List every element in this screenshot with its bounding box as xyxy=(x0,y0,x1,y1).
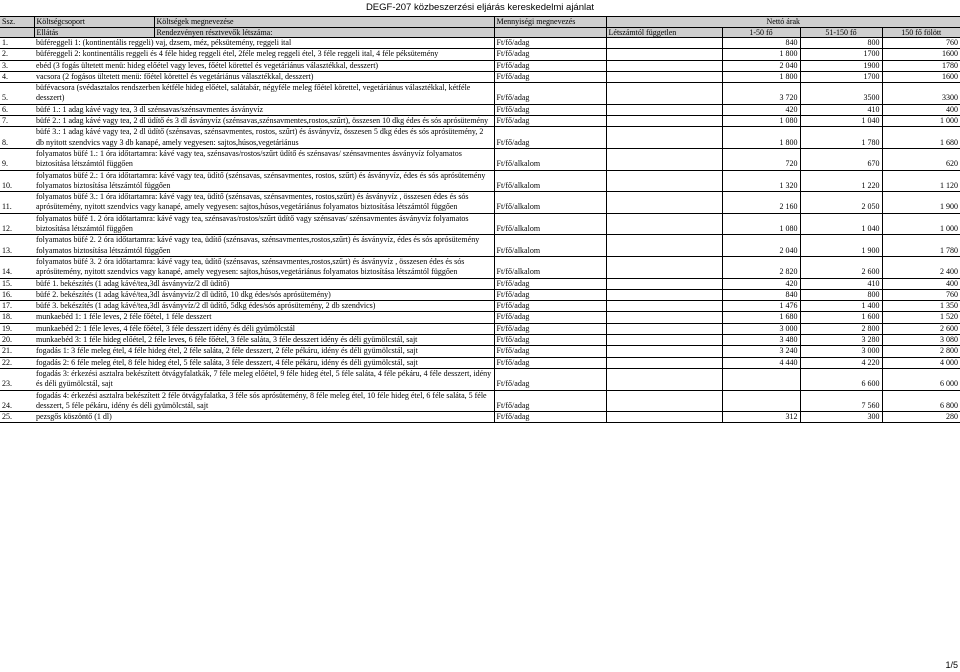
table-row xyxy=(0,301,960,312)
header-empty xyxy=(0,27,34,38)
row-price-150-plus: 3 080 xyxy=(882,335,960,346)
row-description: folyamatos büfé 2.: 1 óra időtartamra: kávé vagy tea, üdítő (szénsavas, szénsavmentes, rostos, szűrt) és ásványvíz, édes és sós aprósütemény folyamatos biztosítása létszámtól függően xyxy=(34,170,494,192)
row-price-1-50: 1 680 xyxy=(722,312,800,323)
table-row xyxy=(0,323,960,334)
row-number: 15. xyxy=(0,278,34,289)
row-fixed-price xyxy=(606,235,722,257)
row-price-51-150: 410 xyxy=(800,104,882,115)
row-number: 25. xyxy=(0,412,34,423)
row-price-51-150: 1 040 xyxy=(800,116,882,127)
row-price-150-plus: 1 780 xyxy=(882,235,960,257)
row-price-150-plus: 1 120 xyxy=(882,170,960,192)
header-ellatas: Ellátás xyxy=(34,27,154,38)
header-netto-arak: Nettó árak xyxy=(606,17,960,28)
row-unit: Ft/fő/adag xyxy=(494,312,606,323)
row-description: folyamatos büfé 2. 2 óra időtartamra: kávé vagy tea, üdítő (szénsavas, szénsavmentes,rostos,szűrt) és ásványvíz, édes és sós aprósütemény folyamatos biztosítása létszámtól függően xyxy=(34,235,494,257)
row-unit: Ft/fő/alkalom xyxy=(494,170,606,192)
row-unit: Ft/fő/alkalom xyxy=(494,148,606,170)
row-number: 19. xyxy=(0,323,34,334)
row-fixed-price xyxy=(606,170,722,192)
row-price-150-plus: 1 520 xyxy=(882,312,960,323)
table-row xyxy=(0,83,960,105)
row-description: büfé 1. bekészítés (1 adag kávé/tea,3dl ásványvíz/2 dl üdítő) xyxy=(34,278,494,289)
row-unit: Ft/fő/adag xyxy=(494,335,606,346)
row-price-1-50: 420 xyxy=(722,104,800,115)
row-description: fogadás 3: érkezési asztalra bekészített ötvágyfalatkák, 7 féle meleg előétel, 9 féle hideg étel, 5 féle saláta, 4 féle pékáru, 4 féle desszert, idény és déli gyümölcstál, sajt xyxy=(34,368,494,390)
row-price-150-plus: 1600 xyxy=(882,71,960,82)
row-description: büféreggeli 1: (kontinentális reggeli) vaj, dzsem, méz, péksütemény, reggeli ital xyxy=(34,38,494,49)
row-number: 17. xyxy=(0,301,34,312)
row-price-1-50: 1 320 xyxy=(722,170,800,192)
row-number: 11. xyxy=(0,192,34,214)
row-price-1-50: 3 720 xyxy=(722,83,800,105)
row-price-1-50: 2 040 xyxy=(722,235,800,257)
row-unit: Ft/fő/alkalom xyxy=(494,192,606,214)
row-price-1-50 xyxy=(722,390,800,412)
header-szsz: Ssz. xyxy=(0,17,34,28)
row-price-1-50 xyxy=(722,368,800,390)
row-number: 20. xyxy=(0,335,34,346)
row-fixed-price xyxy=(606,116,722,127)
row-number: 9. xyxy=(0,148,34,170)
row-unit: Ft/fő/alkalom xyxy=(494,256,606,278)
row-unit: Ft/fő/alkalom xyxy=(494,235,606,257)
row-price-150-plus: 760 xyxy=(882,289,960,300)
row-number: 4. xyxy=(0,71,34,82)
table-row xyxy=(0,357,960,368)
row-unit: Ft/fő/alkalom xyxy=(494,213,606,235)
row-fixed-price xyxy=(606,83,722,105)
row-description: munkaebéd 1: 1 féle leves, 2 féle főétel, 1 féle desszert xyxy=(34,312,494,323)
row-price-51-150: 4 220 xyxy=(800,357,882,368)
row-price-51-150: 2 050 xyxy=(800,192,882,214)
row-price-1-50: 1 476 xyxy=(722,301,800,312)
row-price-1-50: 1 800 xyxy=(722,127,800,149)
row-price-150-plus: 1780 xyxy=(882,60,960,71)
row-price-51-150: 3 000 xyxy=(800,346,882,357)
table-row xyxy=(0,104,960,115)
row-price-51-150: 1 040 xyxy=(800,213,882,235)
table-row xyxy=(0,127,960,149)
row-price-51-150: 800 xyxy=(800,289,882,300)
row-price-150-plus: 1 000 xyxy=(882,213,960,235)
row-unit: Ft/fő/adag xyxy=(494,323,606,334)
row-fixed-price xyxy=(606,104,722,115)
row-price-1-50: 2 040 xyxy=(722,60,800,71)
row-number: 6. xyxy=(0,104,34,115)
row-price-1-50: 2 820 xyxy=(722,256,800,278)
row-unit: Ft/fő/adag xyxy=(494,104,606,115)
row-price-150-plus: 1 000 xyxy=(882,116,960,127)
row-number: 8. xyxy=(0,127,34,149)
row-price-150-plus: 2 400 xyxy=(882,256,960,278)
row-description: pezsgős köszöntő (1 dl) xyxy=(34,412,494,423)
row-price-51-150: 2 800 xyxy=(800,323,882,334)
row-description: büfé 3.: 1 adag kávé vagy tea, 2 dl üdítő (szénsavas, szénsavmentes, rostos, szűrt) és ásványvíz, összesen 5 dkg édes és sós aprósütemény, 2 db nyitott szendvics vagy 3 db kanapé, amely vegyesen: sajtos,húsos,vegetáriánus xyxy=(34,127,494,149)
row-unit: Ft/fő/adag xyxy=(494,390,606,412)
row-price-150-plus: 1 680 xyxy=(882,127,960,149)
table-row xyxy=(0,256,960,278)
row-fixed-price xyxy=(606,60,722,71)
row-price-51-150: 1900 xyxy=(800,60,882,71)
row-fixed-price xyxy=(606,256,722,278)
row-fixed-price xyxy=(606,71,722,82)
table-row xyxy=(0,368,960,390)
row-fixed-price xyxy=(606,289,722,300)
row-unit: Ft/fő/adag xyxy=(494,301,606,312)
row-number: 24. xyxy=(0,390,34,412)
row-fixed-price xyxy=(606,49,722,60)
row-description: vacsora (2 fogásos ültetett menü: főétel körettel és vegetáriánus választékkal, desszert) xyxy=(34,71,494,82)
row-price-1-50: 840 xyxy=(722,38,800,49)
row-price-51-150: 3500 xyxy=(800,83,882,105)
row-price-1-50: 312 xyxy=(722,412,800,423)
header-koltsegcsoport: Költségcsoport xyxy=(34,17,154,28)
row-price-1-50: 2 160 xyxy=(722,192,800,214)
row-price-51-150: 3 280 xyxy=(800,335,882,346)
row-fixed-price xyxy=(606,346,722,357)
row-description: büféreggeli 2: kontinentális reggeli és 4 féle hideg reggeli étel, 2féle meleg reggeli étel, 3 féle reggeli ital, 4 féle péksütemény xyxy=(34,49,494,60)
row-fixed-price xyxy=(606,335,722,346)
row-description: büfé 1.: 1 adag kávé vagy tea, 3 dl szénsavas/szénsavmentes ásványvíz xyxy=(34,104,494,115)
row-number: 1. xyxy=(0,38,34,49)
row-unit: Ft/fő/adag xyxy=(494,412,606,423)
row-price-150-plus: 2 600 xyxy=(882,323,960,334)
row-price-150-plus: 1600 xyxy=(882,49,960,60)
row-price-1-50: 1 800 xyxy=(722,71,800,82)
row-number: 14. xyxy=(0,256,34,278)
table-row xyxy=(0,170,960,192)
row-price-150-plus: 400 xyxy=(882,278,960,289)
row-fixed-price xyxy=(606,357,722,368)
row-fixed-price xyxy=(606,301,722,312)
row-price-1-50: 420 xyxy=(722,278,800,289)
row-description: munkaebéd 2: 1 féle leves, 4 féle főétel, 3 féle desszert idény és déli gyümölcstál xyxy=(34,323,494,334)
table-row xyxy=(0,412,960,423)
row-fixed-price xyxy=(606,412,722,423)
row-price-150-plus: 2 800 xyxy=(882,346,960,357)
row-price-51-150: 1 900 xyxy=(800,235,882,257)
table-row xyxy=(0,38,960,49)
row-number: 23. xyxy=(0,368,34,390)
row-unit: Ft/fő/adag xyxy=(494,83,606,105)
table-row xyxy=(0,192,960,214)
row-price-51-150: 800 xyxy=(800,38,882,49)
row-description: folyamatos büfé 1.: 1 óra időtartamra: kávé vagy tea, szénsavas/rostos/szűrt üdítő és szénsavas/ szénsavmentes ásványvíz folyamatos biztosítása létszámtól függően xyxy=(34,148,494,170)
row-number: 3. xyxy=(0,60,34,71)
row-description: fogadás 2: 6 féle meleg étel, 8 féle hideg étel, 5 féle saláta, 3 féle desszert, 4 féle pékáru, idény és déli gyümölcstál, sajt xyxy=(34,357,494,368)
row-price-51-150: 1 600 xyxy=(800,312,882,323)
header-koltsegek-megnevezese: Költségek megnevezése xyxy=(154,17,494,28)
table-row xyxy=(0,346,960,357)
row-price-1-50: 4 440 xyxy=(722,357,800,368)
row-fixed-price xyxy=(606,148,722,170)
row-fixed-price xyxy=(606,278,722,289)
row-unit: Ft/fő/adag xyxy=(494,278,606,289)
row-unit: Ft/fő/adag xyxy=(494,49,606,60)
row-price-51-150: 670 xyxy=(800,148,882,170)
row-price-150-plus: 1 900 xyxy=(882,192,960,214)
row-description: munkaebéd 3: 1 féle hideg előétel, 2 féle leves, 6 féle főétel, 3 féle saláta, 3 féle desszert idény és déli gyümölcstál, sajt xyxy=(34,335,494,346)
row-fixed-price xyxy=(606,192,722,214)
row-price-51-150: 7 560 xyxy=(800,390,882,412)
table-row xyxy=(0,312,960,323)
row-price-150-plus: 1 350 xyxy=(882,301,960,312)
row-number: 2. xyxy=(0,49,34,60)
table-row xyxy=(0,235,960,257)
row-unit: Ft/fő/adag xyxy=(494,71,606,82)
row-fixed-price xyxy=(606,368,722,390)
row-price-150-plus: 400 xyxy=(882,104,960,115)
row-price-150-plus: 760 xyxy=(882,38,960,49)
row-number: 22. xyxy=(0,357,34,368)
row-price-51-150: 1700 xyxy=(800,49,882,60)
row-price-51-150: 1 220 xyxy=(800,170,882,192)
row-number: 16. xyxy=(0,289,34,300)
document-title: DEGF-207 közbeszerzési eljárás kereskedelmi ajánlat xyxy=(365,2,595,13)
row-description: folyamatos büfé 1. 2 óra időtartamra: kávé vagy tea, szénsavas/rostos/szűrt üdítő vagy szénsavas/ szénsavmentes ásványvíz folyamatos biztosítása létszámtól függően xyxy=(34,213,494,235)
row-price-1-50: 1 080 xyxy=(722,213,800,235)
header-letszamtol-fuggetlen: Létszámtól független xyxy=(606,27,722,38)
row-fixed-price xyxy=(606,213,722,235)
page-number: 1/5 xyxy=(945,660,958,670)
row-fixed-price xyxy=(606,312,722,323)
row-price-1-50: 840 xyxy=(722,289,800,300)
table-row xyxy=(0,213,960,235)
row-fixed-price xyxy=(606,390,722,412)
row-fixed-price xyxy=(606,127,722,149)
row-unit: Ft/fő/adag xyxy=(494,368,606,390)
row-description: büfé 3. bekészítés (1 adag kávé/tea,3dl ásványvíz/2 dl üdítő, 5dkg édes/sós aprósütemény, 2 db szendvics) xyxy=(34,301,494,312)
table-row xyxy=(0,49,960,60)
row-price-1-50: 1 800 xyxy=(722,49,800,60)
row-unit: Ft/fő/adag xyxy=(494,357,606,368)
row-fixed-price xyxy=(606,38,722,49)
row-price-1-50: 720 xyxy=(722,148,800,170)
row-description: büfévacsora (svédasztalos rendszerben kétféle hideg előétel, salátabár, négyféle meleg főétel körettel, vegetáriánus választékkal, kétféle desszert) xyxy=(34,83,494,105)
row-number: 7. xyxy=(0,116,34,127)
row-price-51-150: 2 600 xyxy=(800,256,882,278)
header-unit-empty xyxy=(494,27,606,38)
row-number: 5. xyxy=(0,83,34,105)
row-unit: Ft/fő/adag xyxy=(494,127,606,149)
header-150-folott: 150 fő fölött xyxy=(882,27,960,38)
header-row-2 xyxy=(0,27,960,38)
row-price-150-plus: 4 000 xyxy=(882,357,960,368)
row-unit: Ft/fő/adag xyxy=(494,289,606,300)
row-number: 21. xyxy=(0,346,34,357)
table-row xyxy=(0,335,960,346)
row-price-51-150: 6 600 xyxy=(800,368,882,390)
table-row xyxy=(0,71,960,82)
row-unit: Ft/fő/adag xyxy=(494,38,606,49)
row-unit: Ft/fő/adag xyxy=(494,60,606,71)
row-price-150-plus: 3300 xyxy=(882,83,960,105)
row-fixed-price xyxy=(606,323,722,334)
row-price-51-150: 1 780 xyxy=(800,127,882,149)
row-number: 10. xyxy=(0,170,34,192)
row-price-150-plus: 6 000 xyxy=(882,368,960,390)
row-description: ebéd (3 fogás ültetett menü: hideg előétel vagy leves, főétel körettel és vegetáriánus választékkal, desszert) xyxy=(34,60,494,71)
header-51-150: 51-150 fő xyxy=(800,27,882,38)
row-price-1-50: 1 080 xyxy=(722,116,800,127)
row-number: 12. xyxy=(0,213,34,235)
row-price-1-50: 3 240 xyxy=(722,346,800,357)
table-row xyxy=(0,60,960,71)
row-unit: Ft/fő/adag xyxy=(494,346,606,357)
table-row xyxy=(0,116,960,127)
row-description: folyamatos büfé 3. 2 óra időtartamra: kávé vagy tea, üdítő (szénsavas, szénsavmentes,rostos,szűrt) és ásványvíz , összesen édes és sós aprósütemény, nyitott szendvics vagy kanapé, amely vegyesen: sajtos,húsos,vegetáriánus folyamatos biztosítása létszámtól függően xyxy=(34,256,494,278)
row-price-150-plus: 620 xyxy=(882,148,960,170)
row-price-51-150: 1700 xyxy=(800,71,882,82)
row-price-51-150: 1 400 xyxy=(800,301,882,312)
row-price-51-150: 300 xyxy=(800,412,882,423)
row-price-1-50: 3 000 xyxy=(722,323,800,334)
row-description: fogadás 1: 3 féle meleg étel, 4 féle hideg étel, 2 féle saláta, 2 féle desszert, 2 féle pékáru, idény és déli gyümölcstál, sajt xyxy=(34,346,494,357)
header-rendezveny-letszama: Rendezvényen résztvevők létszáma: xyxy=(154,27,494,38)
table-row xyxy=(0,148,960,170)
row-price-1-50: 3 480 xyxy=(722,335,800,346)
row-description: fogadás 4: érkezési asztalra bekészített 2 féle ötvágyfalatka, 3 féle sós aprósütemény, 8 féle meleg étel, 10 féle hideg étel, 6 féle saláta, 5 féle desszert, 5 féle pékáru, idény és déli gyümölcstál, sajt xyxy=(34,390,494,412)
row-number: 18. xyxy=(0,312,34,323)
row-description: folyamatos büfé 3.: 1 óra időtartamra: kávé vagy tea, üdítő (szénsavas, szénsavmentes, rostos,szűrt) és ásványvíz , összesen édes és sós aprósütemény, nyitott szendvics vagy kanapé, amely vegyesen: sajtos,húsos,vegetáriánus folyamatos biztosítása létszámtól függően xyxy=(34,192,494,214)
table-row xyxy=(0,390,960,412)
row-description: büfé 2. bekészítés (1 adag kávé/tea,3dl ásványvíz/2 dl üdítő, 10 dkg édes/sós aprósütemény) xyxy=(34,289,494,300)
table-row xyxy=(0,289,960,300)
row-description: büfé 2.: 1 adag kávé vagy tea, 2 dl üdítő és 3 dl ásványvíz (szénsavas,szénsavmentes,rostos,szűrt), összesen 10 dkg édes és sós aprósütemény xyxy=(34,116,494,127)
price-table xyxy=(0,16,960,423)
header-row-1 xyxy=(0,17,960,28)
row-price-150-plus: 6 800 xyxy=(882,390,960,412)
header-mennyisegi-megnevezes: Mennyiségi megnevezés xyxy=(494,17,606,28)
row-price-150-plus: 280 xyxy=(882,412,960,423)
row-number: 13. xyxy=(0,235,34,257)
row-unit: Ft/fő/adag xyxy=(494,116,606,127)
header-1-50: 1-50 fő xyxy=(722,27,800,38)
row-price-51-150: 410 xyxy=(800,278,882,289)
table-row xyxy=(0,278,960,289)
